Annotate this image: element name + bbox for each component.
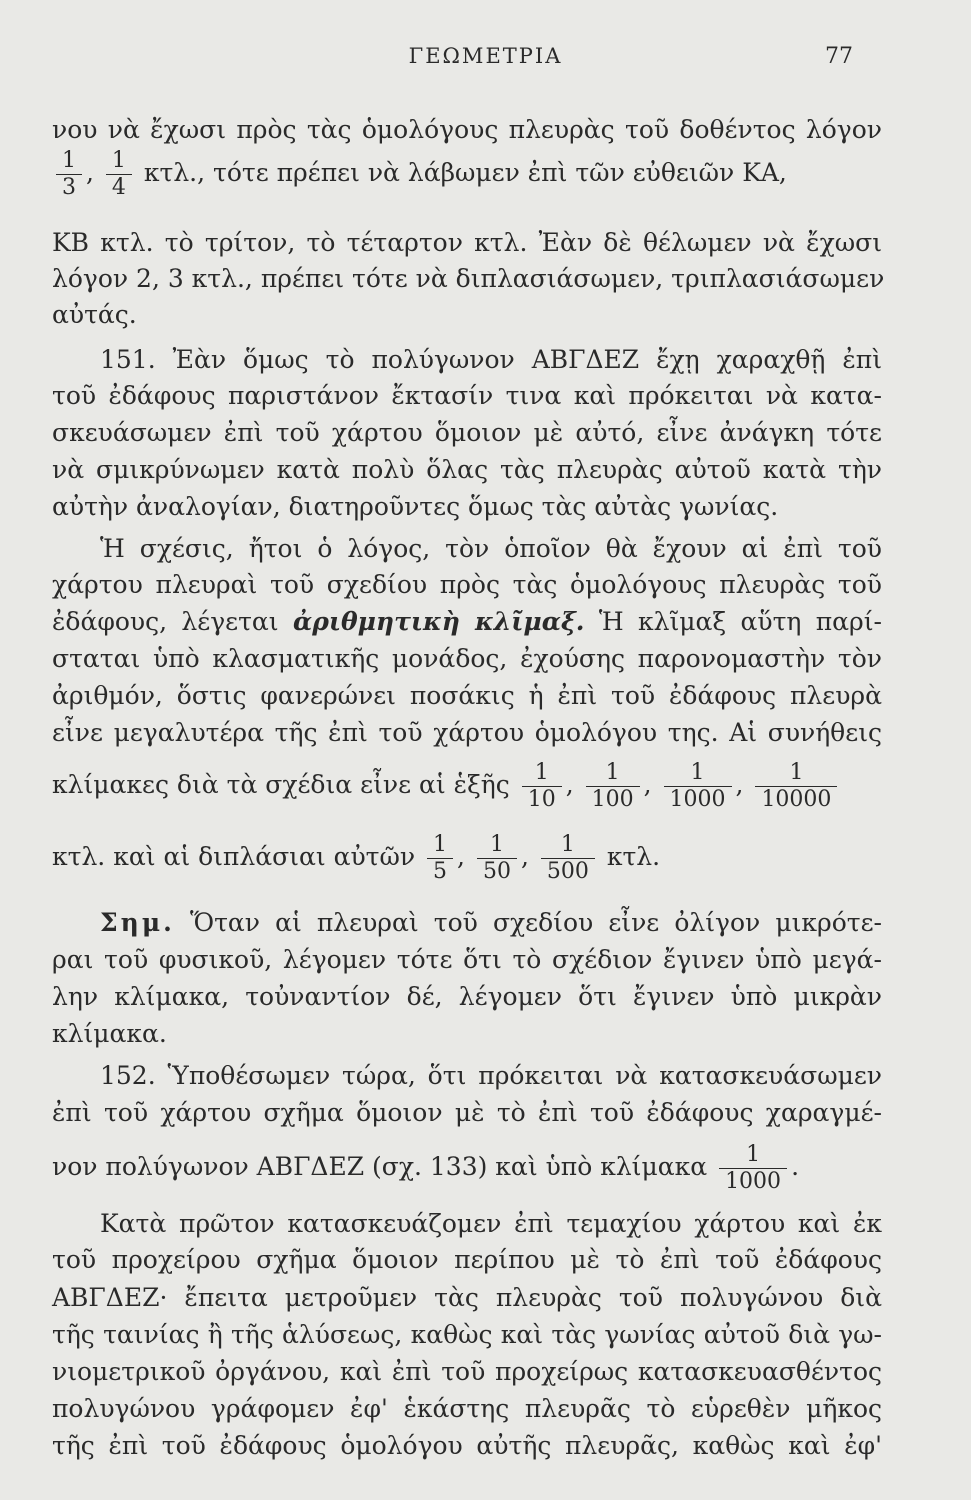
text-line: χάρτου πλευραὶ τοῦ σχεδίου πρὸς τὰς ὁμολόγους πλευρὰς τοῦ (52, 570, 882, 599)
text-line: αὐτὴν ἀναλογίαν, διατηροῦντες ὅμως τὰς αὐτὰς γωνίας. (52, 492, 779, 521)
fraction: $\frac{1}{5}$ (427, 832, 453, 885)
note-label: Σημ. (100, 908, 175, 937)
text-line: κλίμακα. (52, 1019, 167, 1048)
fraction: $\frac{1}{100}$ (586, 760, 640, 813)
text-line: ραι τοῦ φυσικοῦ, λέγομεν τότε ὅτι τὸ σχέδιον ἔγινεν ὑπὸ μεγά- (52, 945, 882, 974)
text-line: τῆς ταινίας ἢ τῆς ἁλύσεως, καθὼς καὶ τὰς γωνίας αὐτοῦ διὰ γω- (52, 1320, 882, 1349)
fraction: $\frac{1}{3}$ (56, 148, 82, 201)
text-segment: κτλ., τότε πρέπει νὰ λάβωμεν ἐπὶ τῶν εὐθειῶν ΚΑ, (143, 158, 787, 187)
fraction: $\frac{1}{10000}$ (755, 760, 837, 813)
text-line: τῆς ἐπὶ τοῦ ἐδάφους ὁμολόγου αὐτῆς πλευρᾶς, καθὼς καὶ ἐφ' (52, 1431, 882, 1460)
paragraph-152-start: 152. Ὑποθέσωμεν τώρα, ὅτι πρόκειται νὰ κατασκευάσωμεν (100, 1061, 882, 1090)
fraction: $\frac{1}{10}$ (522, 760, 562, 813)
fraction: $\frac{1}{1000}$ (719, 1142, 787, 1195)
text-line: Ἡ σχέσις, ἤτοι ὁ λόγος, τὸν ὁποῖον θὰ ἔχουν αἱ ἐπὶ τοῦ (100, 534, 882, 563)
double-scales-line: κτλ. καὶ αἱ διπλάσιαι αὐτῶν $\frac{1}{5}$ , $\frac{1}{50}$ , $\frac{1}{500}$ κτλ. (52, 832, 661, 884)
scales-line: κλίμακες διὰ τὰ σχέδια εἶνε αἱ ἑξῆς $\frac{1}{10}$ , $\frac{1}{100}$ , $\frac{1}{1000}$ , $\frac{1}{10000}$ (52, 760, 882, 813)
text-line-term: ἐδάφους, λέγεται ἀριθμητικὴ κλῖμαξ. Ἡ κλῖμαξ αὕτη παρί- (52, 607, 883, 636)
fraction: $\frac{1}{1000}$ (664, 760, 732, 813)
text-line: ΑΒΓΔΕΖ· ἔπειτα μετροῦμεν τὰς πλευρὰς τοῦ πολυγώνου διὰ (52, 1283, 882, 1312)
text-line: νὰ σμικρύνωμεν κατὰ πολὺ ὅλας τὰς πλευρὰς αὐτοῦ κατὰ τὴν (52, 455, 882, 484)
running-title: ΓΕΩΜΕΤΡΙΑ (408, 44, 563, 68)
page-header (0, 44, 971, 84)
fraction: $\frac{1}{50}$ (477, 832, 517, 885)
page-number: 77 (825, 44, 853, 69)
text-line: εἶνε μεγαλυτέρα τῆς ἐπὶ τοῦ χάρτου ὁμολόγου της. Αἱ συνήθεις (52, 718, 882, 747)
text-line: Κατὰ πρῶτον κατασκευάζομεν ἐπὶ τεμαχίου χάρτου καὶ ἐκ (100, 1209, 882, 1238)
paragraph-151-start: 151. Ἐὰν ὅμως τὸ πολύγωνον ΑΒΓΔΕΖ ἔχῃ χαραχθῇ ἐπὶ (100, 345, 882, 374)
text-line-fractions: $\frac{1}{3}$ , $\frac{1}{4}$ κτλ., τότε πρέπει νὰ λάβωμεν ἐπὶ τῶν εὐθειῶν ΚΑ, (52, 148, 882, 201)
text-line: ἀριθμόν, ὅστις φανερώνει ποσάκις ἡ ἐπὶ τοῦ ἐδάφους πλευρὰ (52, 681, 882, 710)
text-line: νιομετρικοῦ ὀργάνου, καὶ ἐπὶ τοῦ προχείρως κατασκευασθέντος (52, 1357, 882, 1386)
text-line: σταται ὑπὸ κλασματικῆς μονάδος, ἐχούσης παρονομαστὴν τὸν (52, 644, 882, 673)
text-line: τοῦ προχείρου σχῆμα ὅμοιον περίπου μὲ τὸ ἐπὶ τοῦ ἐδάφους (52, 1245, 882, 1274)
text-line: λην κλίμακα, τοὐναντίον δέ, λέγομεν ὅτι ἔγινεν ὑπὸ μικρὰν (52, 982, 882, 1011)
text-line: νου νὰ ἔχωσι πρὸς τὰς ὁμολόγους πλευρὰς τοῦ δοθέντος λόγον (52, 115, 882, 144)
note-line: Σημ. Ὅταν αἱ πλευραὶ τοῦ σχεδίου εἶνε ὀλίγον μικρότε- (100, 908, 882, 937)
emphasized-term: ἀριθμητικὴ κλῖμαξ. (292, 607, 585, 636)
text-line: λόγον 2, 3 κτλ., πρέπει τότε νὰ διπλασιάσωμεν, τριπλασιάσωμεν (52, 264, 885, 293)
text-line-scale: νον πολύγωνον ΑΒΓΔΕΖ (σχ. 133) καὶ ὑπὸ κλίμακα $\frac{1}{1000}$ . (52, 1142, 800, 1194)
text-line: σκευάσωμεν ἐπὶ τοῦ χάρτου ὅμοιον μὲ αὐτό, εἶνε ἀνάγκη τότε (52, 418, 882, 447)
text-line: ἐπὶ τοῦ χάρτου σχῆμα ὅμοιον μὲ τὸ ἐπὶ τοῦ ἐδάφους χαραγμέ- (52, 1098, 882, 1127)
text-line: πολυγώνου γράφομεν ἐφ' ἑκάστης πλευρᾶς τὸ εὑρεθὲν μῆκος (52, 1394, 882, 1423)
text-line: αὐτάς. (52, 300, 137, 329)
text-line: τοῦ ἐδάφους παριστάνον ἔκτασίν τινα καὶ πρόκειται νὰ κατα- (52, 381, 882, 410)
fraction: $\frac{1}{4}$ (106, 148, 132, 201)
fraction: $\frac{1}{500}$ (541, 832, 595, 885)
text-line: ΚΒ κτλ. τὸ τρίτον, τὸ τέταρτον κτλ. Ἐὰν δὲ θέλωμεν νὰ ἔχωσι (52, 228, 882, 257)
